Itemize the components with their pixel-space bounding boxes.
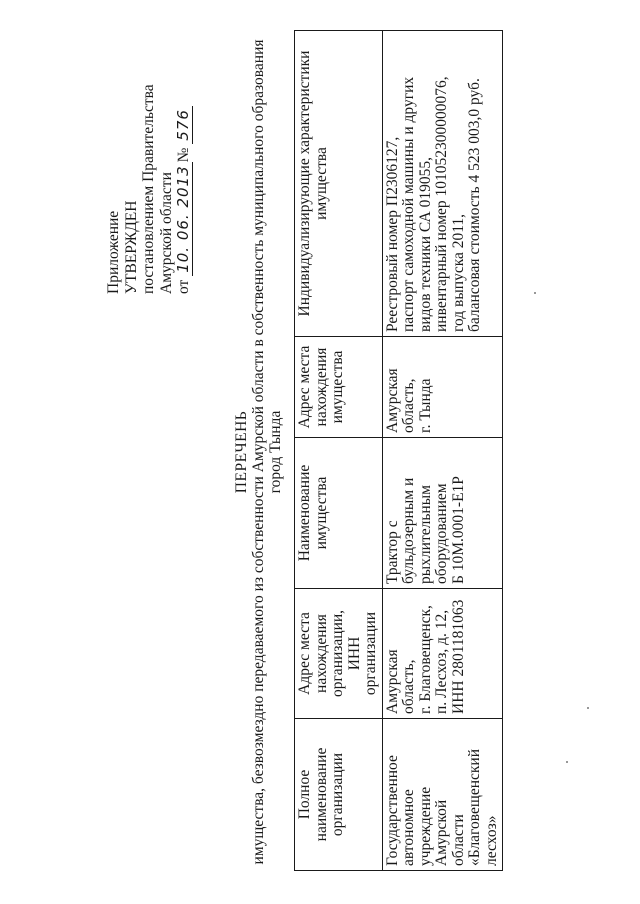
document-title: ПЕРЕЧЕНЬ: [233, 410, 250, 494]
cell-org-address: Амурская область, г. Благовещенск, п. Лесхоз, д. 12, ИНН 2801181063: [382, 589, 503, 719]
date-prefix: от: [175, 279, 192, 294]
document-subtitle: [250, 0, 284, 904]
cell-property-name: Трактор с бульдозерным и рыхлительным оборудованием Б 10М.0001-Е1Р: [382, 438, 503, 589]
property-table: [294, 29, 640, 871]
header-org-name: Полное наименование организации: [295, 719, 383, 871]
approval-line: Амурской области: [157, 172, 175, 294]
header-property-characteristics: Индивидуализирующие характеристики имущества: [295, 31, 383, 337]
approval-line: постановлением Правительства: [140, 84, 157, 294]
cell-org-name: Государственное автономное учреждение Амурской области «Благовещенский лесхоз»: [382, 719, 503, 871]
table-header-row: [295, 31, 383, 871]
header-property-address: Адрес места нахождения имущества: [295, 337, 383, 438]
scan-speck: [587, 707, 589, 709]
subtitle-line: имущества, безвозмездно передаваемого из собственности Амурской области в собственность муниципального образования: [250, 39, 267, 865]
scan-speck: [534, 292, 536, 294]
approval-line: УТВЕРЖДЕН: [122, 200, 140, 294]
scan-speck: [566, 761, 568, 763]
approval-line: Приложение: [105, 210, 122, 294]
number-prefix: №: [175, 147, 192, 163]
subtitle-line: город Тында: [267, 410, 284, 494]
approval-block: [105, 84, 193, 294]
header-org-address: Адрес места нахождения организации, ИНН организации: [295, 589, 383, 719]
approval-date-line: [175, 84, 193, 294]
header-property-name: Наименование имущества: [295, 438, 383, 589]
table-row: [382, 31, 503, 871]
cell-property-characteristics: Реестровый номер П2306127, паспорт самоходной машины и других видов техники СА 019055, инвентарный номер 101052300000076, год выпуска 2011, балансовая стоимость 4 523 003,0 руб.: [382, 31, 503, 337]
cell-property-address: Амурская область, г. Тында: [382, 337, 503, 438]
handwritten-number: 576: [174, 106, 193, 144]
handwritten-date: 10. 06. 2013: [174, 162, 193, 275]
